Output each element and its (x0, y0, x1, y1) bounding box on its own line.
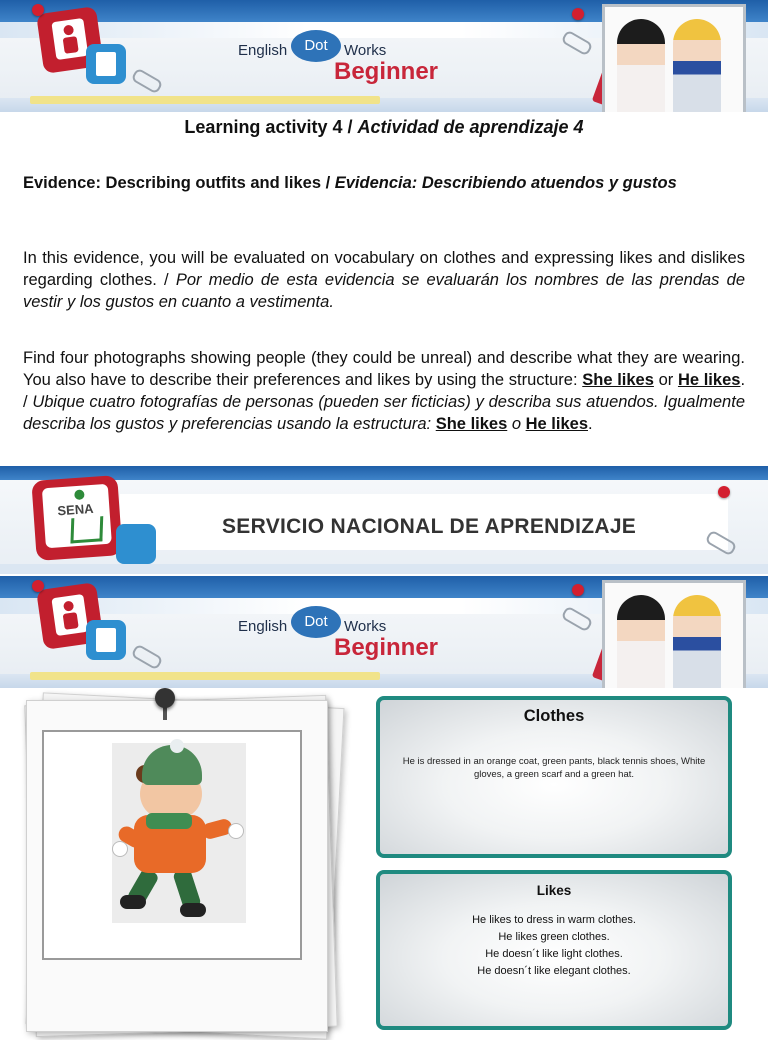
or-word: or (653, 371, 678, 389)
header-banner (0, 0, 768, 112)
he-likes-keyword-es: He likes (525, 415, 588, 433)
banner-yellow-note (30, 672, 380, 680)
sena-title: SERVICIO NACIONAL DE APRENDIZAJE (222, 515, 637, 538)
logo-works: Works (344, 618, 387, 635)
logo-english: English (238, 42, 288, 59)
sena-logo-mark (70, 516, 103, 543)
intro-text-en: In this evidence, you will be evaluated on vocabulary on clothes and expressing likes and dislikes regarding clothes. / (23, 249, 745, 289)
black-shoe (120, 895, 146, 909)
sena-logo-word: SENA (56, 500, 95, 519)
period: . (588, 415, 593, 433)
pushpin-icon (32, 580, 44, 592)
girl-figure (617, 19, 665, 112)
activity-title-en: Learning activity 4 / (184, 117, 358, 137)
english-dot-works-logo (236, 606, 476, 661)
separator: . / (23, 371, 746, 411)
pushpin-icon (32, 4, 44, 16)
likes-box (376, 870, 732, 1030)
she-likes-keyword: She likes (582, 371, 654, 389)
boy-figure (673, 19, 721, 112)
logo-level: Beginner (334, 634, 439, 661)
likes-list (380, 912, 728, 980)
white-glove (112, 841, 128, 857)
pushpin-icon (572, 8, 584, 20)
kids-illustration (602, 4, 746, 112)
intro-paragraph (23, 247, 745, 313)
black-pushpin-icon (155, 688, 175, 708)
winter-boy-illustration (112, 743, 246, 923)
list-item: He doesn´t like elegant clothes. (477, 965, 631, 977)
books-icon (116, 524, 156, 564)
boy-figure (673, 595, 721, 688)
document-icon (86, 620, 126, 660)
instructions-text-es: Ubique cuatro fotografías de personas (pueden ser ficticias) y describa sus atuendos. Igualmente describa los gustos y preferencias usando la estructura: (23, 393, 745, 433)
list-item: He doesn´t like light clothes. (485, 948, 623, 960)
instructions-text-en: Find four photographs showing people (they could be unreal) and describe what they are wearing. You also have to describe their preferences and likes by using the structure: (23, 349, 745, 389)
instructions-paragraph (23, 347, 745, 435)
sena-logo-dot (74, 489, 85, 500)
sena-band (0, 466, 768, 480)
logo-dot-bubble: Dot (291, 606, 341, 638)
o-word: o (507, 415, 526, 433)
list-item: He likes to dress in warm clothes. (472, 914, 636, 926)
logo-english: English (238, 618, 288, 635)
kids-illustration (602, 580, 746, 688)
paperclip-icon (131, 67, 164, 94)
clothes-box (376, 696, 732, 858)
green-scarf (146, 813, 192, 829)
clothes-title: Clothes (523, 707, 585, 725)
evidence-heading (23, 172, 745, 194)
sena-logo-card (31, 475, 122, 561)
pushpin-icon (718, 486, 730, 498)
english-dot-works-logo (236, 30, 476, 85)
activity-title-es: Actividad de aprendizaje 4 (357, 117, 584, 137)
activity-title (0, 117, 768, 138)
header-banner-2 (0, 576, 768, 688)
logo-works: Works (344, 42, 387, 59)
white-glove (228, 823, 244, 839)
evidence-label-es: Evidencia: Describiendo atuendos y gustos (334, 174, 677, 192)
evidence-label-en: Evidence: Describing outfits and likes / (23, 174, 335, 192)
girl-figure (617, 595, 665, 688)
logo-dot-bubble: Dot (291, 30, 341, 62)
paperclip-icon (131, 643, 164, 670)
list-item: He likes green clothes. (498, 931, 610, 943)
sena-band-bottom (0, 564, 768, 574)
pushpin-icon (572, 584, 584, 596)
he-likes-keyword: He likes (677, 371, 741, 389)
document-icon (86, 44, 126, 84)
she-likes-keyword-es: She likes (435, 415, 508, 433)
black-shoe (180, 903, 206, 917)
banner-yellow-note (30, 96, 380, 104)
intro-text-es: Por medio de esta evidencia se evaluarán los nombres de las prendas de vestir y los gustos en cuanto a vestimenta. (23, 271, 745, 311)
clothes-description: He is dressed in an orange coat, green pants, black tennis shoes, White gloves, a green scarf and a green hat. (402, 756, 706, 780)
likes-title: Likes (536, 883, 572, 898)
logo-level: Beginner (334, 58, 439, 85)
